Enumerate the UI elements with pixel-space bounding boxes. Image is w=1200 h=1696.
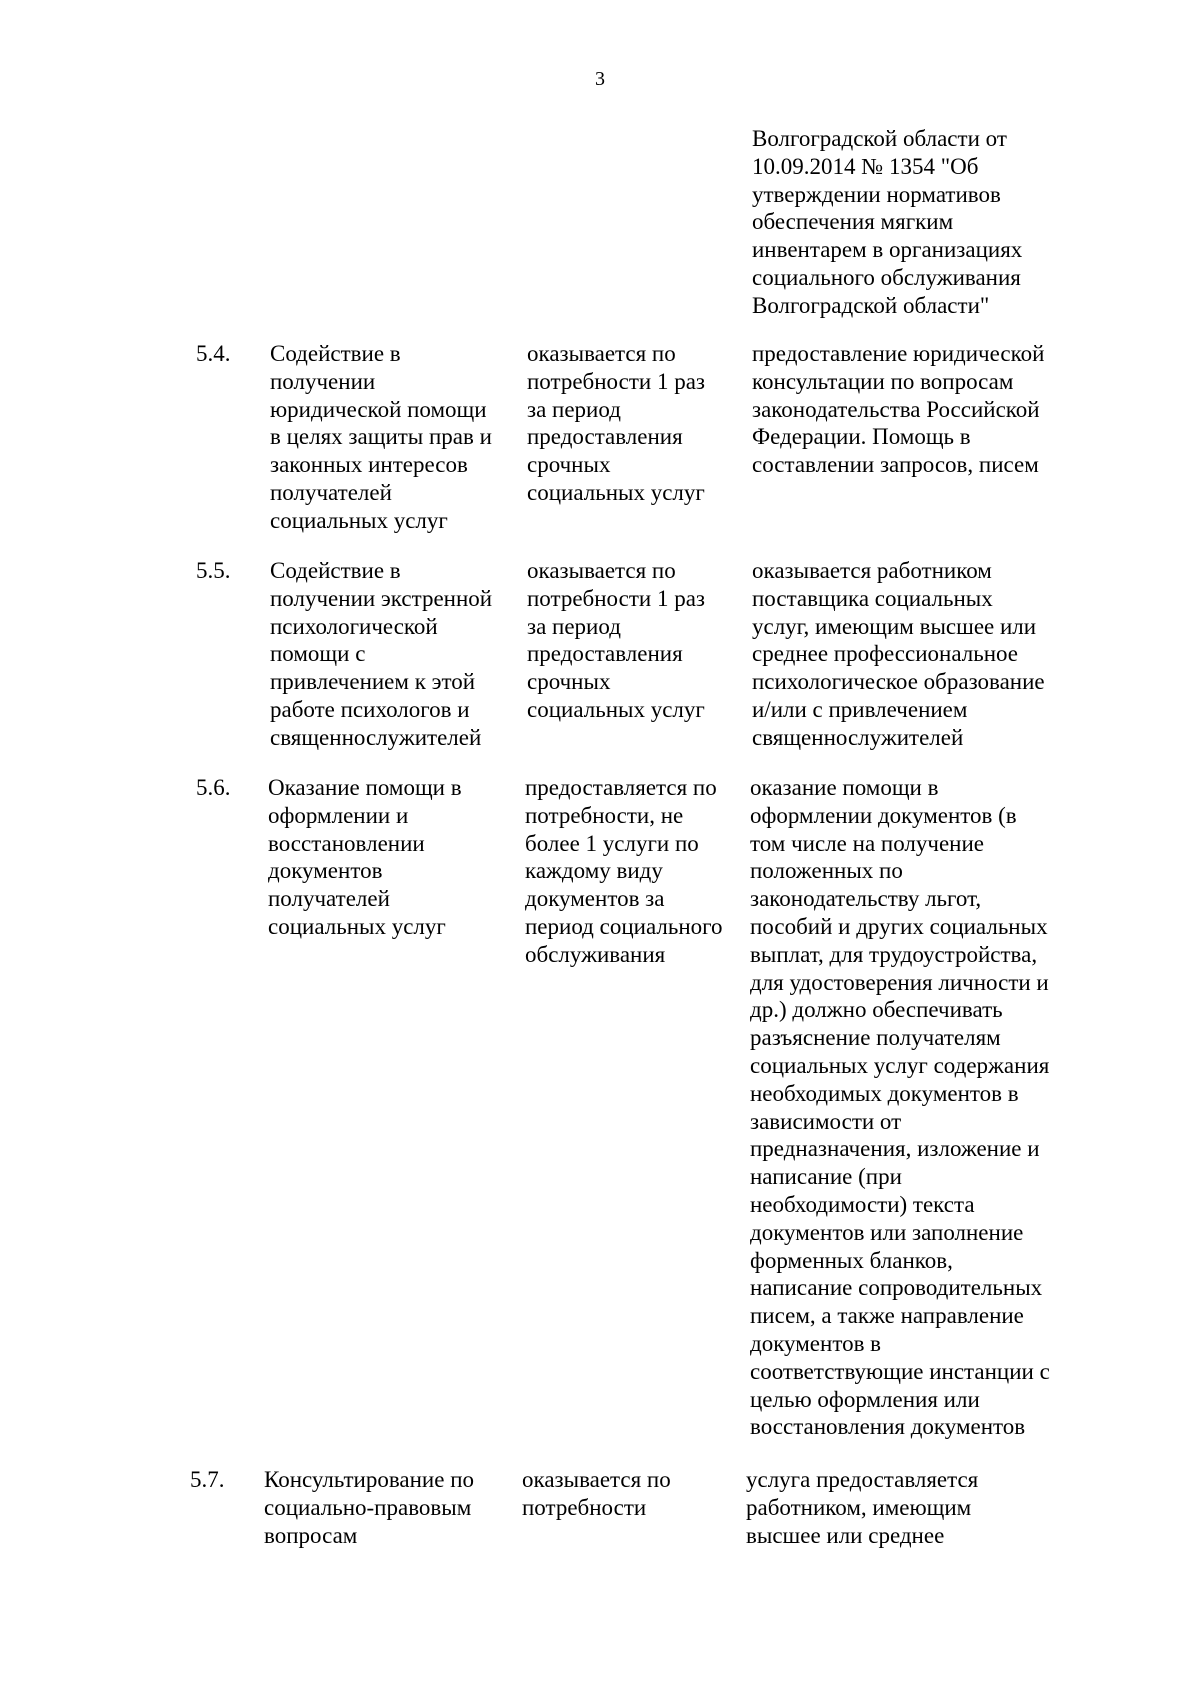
service-name: Оказание помощи в оформлении и восстановлении документов получателей социальных услуг	[268, 775, 462, 939]
service-frequency: оказывается по потребности 1 раз за период предоставления срочных социальных услуг	[527, 558, 705, 722]
service-description: оказание помощи в оформлении документов (в том числе на получение положенных по законодательству льгот, пособий и других социальных выплат, для трудоустройства, для удостоверения личности и др.) должно обеспечивать разъяснение получателям социальных услуг содержания необходимых документов в зависимости от предназначения, изложение и написание (при необходимости) текста документов или заполнение форменных бланков, написание сопроводительных писем, а также направление документов в соответствующие инстанции с целью оформления или восстановления документов	[750, 775, 1050, 1440]
service-name: Содействие в получении экстренной психологической помощи с привлечением к этой работе психологов и священнослужителей	[270, 558, 493, 750]
service-frequency: оказывается по потребности 1 раз за период предоставления срочных социальных услуг	[527, 341, 705, 505]
row-number: 5.4.	[196, 341, 231, 366]
continuation-text: Волгоградской области от 10.09.2014 № 1354 "Об утверждении нормативов обеспечения мягким инвентарем в организациях социального обслуживания Волгоградской области"	[752, 126, 1023, 318]
row-number: 5.7.	[190, 1467, 225, 1492]
service-description: предоставление юридической консультации по вопросам законодательства Российской Федерации. Помощь в составлении запросов, писем	[752, 341, 1045, 478]
service-frequency: предоставляется по потребности, не более 1 услуги по каждому виду документов за период социального обслуживания	[525, 775, 723, 967]
row-number: 5.6.	[196, 775, 231, 800]
service-description: услуга предоставляется работником, имеющим высшее или среднее	[746, 1467, 979, 1548]
page-number: 3	[595, 68, 605, 90]
service-frequency: оказывается по потребности	[522, 1467, 671, 1520]
service-name: Содействие в получении юридической помощи в целях защиты прав и законных интересов получателей социальных услуг	[270, 341, 492, 533]
row-number: 5.5.	[196, 558, 231, 583]
service-description: оказывается работником поставщика социальных услуг, имеющим высшее или среднее профессиональное психологическое образование и/или с привлечением священнослужителей	[752, 558, 1045, 750]
service-name: Консультирование по социально-правовым вопросам	[264, 1467, 474, 1548]
